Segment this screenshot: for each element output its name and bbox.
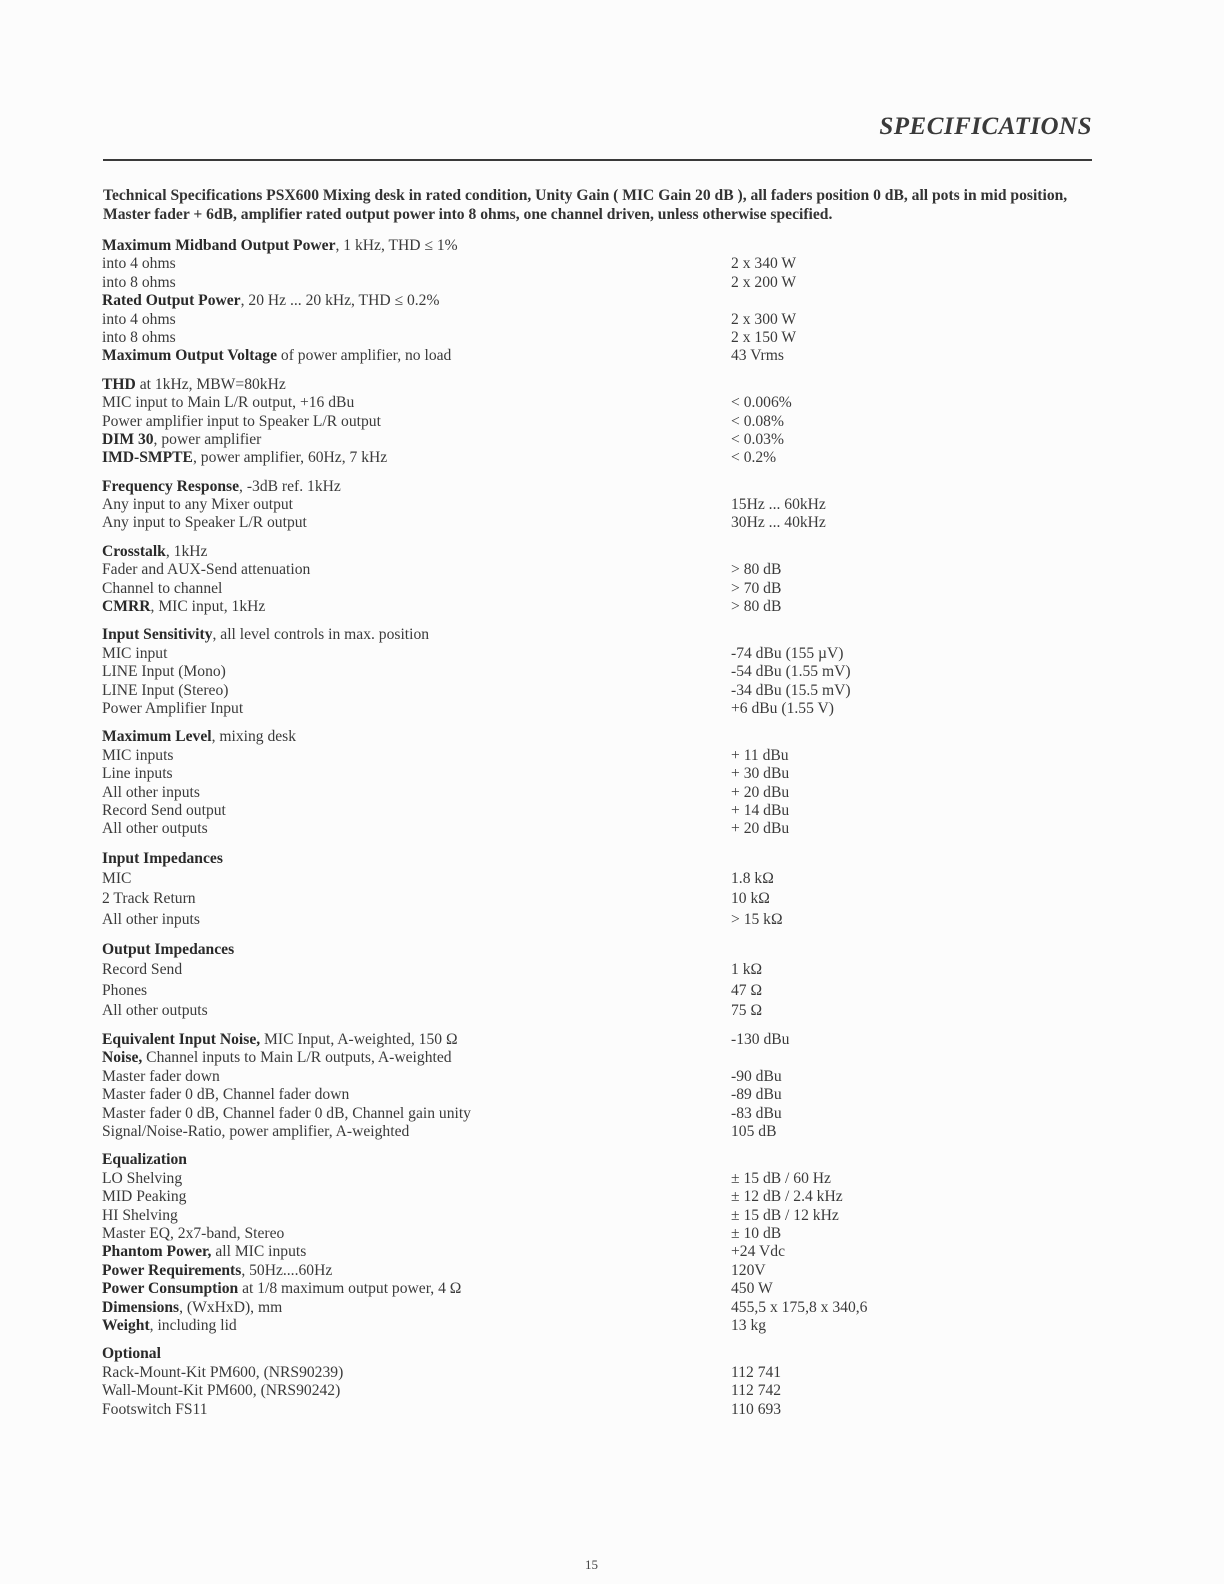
- spec-value: +6 dBu (1.55 V): [731, 699, 834, 717]
- spec-label-bold: Dimensions: [102, 1298, 180, 1316]
- spec-label: [102, 1317, 237, 1335]
- spec-label-text: Any input to any Mixer output: [102, 496, 294, 514]
- spec-label-text: Record Send output: [102, 801, 226, 819]
- spec-row: [102, 1123, 982, 1141]
- page-title: SPECIFICATIONS: [879, 113, 1092, 140]
- spec-value: 2 x 200 W: [731, 273, 797, 291]
- page-number: 15: [585, 1557, 598, 1572]
- spec-row: [102, 255, 982, 273]
- spec-label: [102, 580, 222, 598]
- spec-label: [102, 849, 223, 869]
- spec-label-text: MIC: [102, 870, 132, 888]
- spec-label: [102, 496, 293, 514]
- spec-row: [102, 431, 982, 449]
- spec-value: 15Hz ... 60kHz: [731, 496, 826, 514]
- spec-label: [102, 292, 439, 310]
- spec-row: [102, 889, 982, 909]
- spec-row: [102, 626, 982, 644]
- spec-row: [102, 1068, 982, 1086]
- spec-label-text: Power amplifier input to Speaker L/R output: [102, 412, 381, 430]
- spec-section: [102, 1031, 982, 1141]
- spec-row: [102, 292, 982, 310]
- spec-label: [102, 1151, 187, 1169]
- spec-row: [102, 1031, 982, 1049]
- spec-label-text: into 4 ohms: [102, 255, 176, 273]
- spec-row: [102, 376, 982, 394]
- spec-row: [102, 802, 982, 820]
- spec-label-text: , -3dB ref. 1kHz: [239, 477, 341, 495]
- spec-label-bold: DIM 30: [102, 430, 154, 448]
- spec-label-text: MIC input: [102, 644, 168, 662]
- spec-label: [102, 1049, 452, 1067]
- spec-label-text: Record Send: [102, 961, 183, 979]
- spec-label-text: HI Shelving: [102, 1206, 178, 1224]
- spec-label: [102, 645, 167, 663]
- spec-label-text: , all level controls in max. position: [212, 626, 430, 644]
- spec-label: [102, 347, 451, 365]
- spec-label: [102, 394, 354, 412]
- spec-label: [102, 910, 200, 930]
- spec-row: [102, 347, 982, 365]
- spec-label-text: 2 Track Return: [102, 890, 196, 908]
- spec-section: [102, 1345, 982, 1419]
- spec-row: [102, 1382, 982, 1400]
- spec-row: [102, 1188, 982, 1206]
- spec-label-text: MIC Input, A-weighted, 150 Ω: [260, 1031, 458, 1049]
- spec-label-bold: Input Impedances: [102, 849, 223, 867]
- spec-label-text: Channel inputs to Main L/R outputs, A-weighted: [142, 1049, 452, 1067]
- spec-label-text: LINE Input (Mono): [102, 663, 226, 681]
- spec-label: [102, 1068, 220, 1086]
- spec-row: [102, 1345, 982, 1363]
- spec-label-text: Master fader down: [102, 1067, 220, 1085]
- spec-label: [102, 869, 131, 889]
- spec-value: > 80 dB: [731, 561, 782, 579]
- spec-label-bold: Equivalent Input Noise,: [102, 1031, 261, 1049]
- spec-label-text: Footswitch FS11: [102, 1400, 208, 1418]
- spec-row: [102, 1401, 982, 1419]
- spec-label-bold: IMD-SMPTE: [102, 449, 193, 467]
- spec-value: > 70 dB: [731, 579, 782, 597]
- spec-row: [102, 1001, 982, 1021]
- spec-label-bold: CMRR: [102, 598, 151, 616]
- spec-label: [102, 1280, 461, 1298]
- spec-label: [102, 1401, 208, 1419]
- spec-row: [102, 1105, 982, 1123]
- spec-value: < 0.006%: [731, 394, 792, 412]
- spec-label: [102, 431, 261, 449]
- spec-label: [102, 784, 200, 802]
- spec-label: [102, 514, 307, 532]
- spec-row: [102, 237, 982, 255]
- spec-value: 10 kΩ: [731, 890, 770, 908]
- spec-value: ± 12 dB / 2.4 kHz: [731, 1188, 843, 1206]
- spec-label-bold: Phantom Power,: [102, 1243, 212, 1261]
- spec-row: [102, 728, 982, 746]
- spec-value: 112 741: [731, 1363, 782, 1381]
- spec-row: [102, 543, 982, 561]
- spec-label-text: , 20 Hz ... 20 kHz, THD ≤ 0.2%: [240, 292, 440, 310]
- spec-label: [102, 1364, 343, 1382]
- spec-label-text: , including lid: [149, 1316, 237, 1334]
- spec-label: [102, 376, 286, 394]
- spec-label-bold: Power Consumption: [102, 1280, 239, 1298]
- spec-row: [102, 645, 982, 663]
- spec-label: [102, 1299, 282, 1317]
- spec-value: 450 W: [731, 1280, 773, 1298]
- spec-value: + 11 dBu: [731, 746, 789, 764]
- spec-value: 110 693: [731, 1400, 782, 1418]
- spec-label: [102, 1001, 208, 1021]
- spec-row: [102, 413, 982, 431]
- spec-label-bold: Optional: [102, 1345, 161, 1363]
- spec-row: [102, 784, 982, 802]
- spec-value: +24 Vdc: [731, 1243, 785, 1261]
- spec-row: [102, 940, 982, 960]
- spec-row: [102, 496, 982, 514]
- spec-section: [102, 543, 982, 617]
- spec-label-bold: Maximum Output Voltage: [102, 347, 278, 365]
- spec-label-text: of power amplifier, no load: [277, 347, 452, 365]
- spec-value: -74 dBu (155 µV): [731, 644, 844, 662]
- spec-label: [102, 1031, 458, 1049]
- spec-label: [102, 1123, 409, 1141]
- spec-row: [102, 1317, 982, 1335]
- spec-value: ± 15 dB / 12 kHz: [731, 1206, 839, 1224]
- spec-row: [102, 1207, 982, 1225]
- spec-label: [102, 1262, 332, 1280]
- spec-row: [102, 1151, 982, 1169]
- spec-row: [102, 449, 982, 467]
- spec-row: [102, 311, 982, 329]
- spec-value: ± 15 dB / 60 Hz: [731, 1169, 831, 1187]
- spec-label-text: , power amplifier: [153, 430, 262, 448]
- spec-label-text: All other inputs: [102, 910, 200, 928]
- spec-section: [102, 1151, 982, 1335]
- spec-label-bold: Output Impedances: [102, 940, 235, 958]
- spec-list: [102, 237, 982, 1429]
- spec-label-text: LINE Input (Stereo): [102, 681, 229, 699]
- spec-row: [102, 478, 982, 496]
- spec-label-text: MIC inputs: [102, 746, 174, 764]
- spec-label: [102, 820, 208, 838]
- spec-row: [102, 849, 982, 869]
- spec-label: [102, 1207, 178, 1225]
- spec-value: 47 Ω: [731, 981, 763, 999]
- spec-row: [102, 820, 982, 838]
- spec-label-text: LO Shelving: [102, 1169, 183, 1187]
- spec-value: < 0.2%: [731, 449, 777, 467]
- spec-value: 112 742: [731, 1382, 782, 1400]
- spec-value: + 14 dBu: [731, 801, 790, 819]
- spec-label: [102, 561, 310, 579]
- spec-label: [102, 960, 182, 980]
- spec-row: [102, 561, 982, 579]
- spec-label: [102, 889, 196, 909]
- spec-value: < 0.03%: [731, 430, 784, 448]
- spec-label-text: , 1 kHz, THD ≤ 1%: [335, 237, 458, 254]
- spec-value: 1 kΩ: [731, 961, 763, 979]
- spec-label: [102, 274, 176, 292]
- spec-section: [102, 940, 982, 1021]
- spec-label: [102, 543, 207, 561]
- spec-value: 43 Vrms: [731, 347, 784, 365]
- spec-label-text: Master EQ, 2x7-band, Stereo: [102, 1225, 285, 1242]
- spec-label-text: at 1/8 maximum output power, 4 Ω: [238, 1280, 462, 1298]
- spec-value: < 0.08%: [731, 412, 784, 430]
- spec-label: [102, 981, 147, 1001]
- spec-row: [102, 394, 982, 412]
- header-rule: [103, 159, 1092, 161]
- spec-value: ± 10 dB: [731, 1225, 782, 1242]
- spec-label: [102, 311, 176, 329]
- spec-value: -34 dBu (15.5 mV): [731, 681, 851, 699]
- spec-label-bold: Rated Output Power: [102, 292, 241, 310]
- spec-value: 2 x 340 W: [731, 255, 797, 273]
- spec-label: [102, 1225, 284, 1243]
- spec-row: [102, 1225, 982, 1243]
- spec-label-text: , (WxHxD), mm: [179, 1298, 283, 1316]
- spec-label: [102, 663, 226, 681]
- spec-label-text: Master fader 0 dB, Channel fader 0 dB, Channel gain unity: [102, 1104, 471, 1122]
- spec-row: [102, 747, 982, 765]
- spec-row: [102, 1049, 982, 1067]
- spec-value: 120V: [731, 1261, 766, 1279]
- spec-label-text: Signal/Noise-Ratio, power amplifier, A-weighted: [102, 1123, 410, 1141]
- spec-label: [102, 1170, 182, 1188]
- spec-row: [102, 1086, 982, 1104]
- spec-label-text: , 50Hz....60Hz: [241, 1261, 333, 1279]
- spec-row: [102, 663, 982, 681]
- spec-label-bold: Noise,: [102, 1049, 143, 1067]
- spec-label: [102, 626, 429, 644]
- spec-label-text: at 1kHz, MBW=80kHz: [135, 375, 286, 393]
- spec-label-text: , mixing desk: [211, 728, 297, 746]
- spec-value: > 15 kΩ: [731, 910, 783, 928]
- spec-label: [102, 1345, 161, 1363]
- spec-label-bold: Weight: [102, 1316, 150, 1334]
- spec-label-bold: Power Requirements: [102, 1261, 242, 1279]
- spec-label-text: Any input to Speaker L/R output: [102, 514, 307, 532]
- spec-row: [102, 1299, 982, 1317]
- spec-value: -90 dBu: [731, 1067, 782, 1085]
- spec-label-text: , MIC input, 1kHz: [150, 598, 266, 616]
- spec-label: [102, 449, 387, 467]
- spec-value: -130 dBu: [731, 1031, 790, 1049]
- spec-section: [102, 626, 982, 718]
- spec-value: 1.8 kΩ: [731, 870, 774, 888]
- spec-value: + 20 dBu: [731, 820, 790, 838]
- spec-row: [102, 910, 982, 930]
- spec-label-text: All other inputs: [102, 783, 200, 801]
- spec-value: 2 x 300 W: [731, 310, 797, 328]
- spec-label: [102, 478, 341, 496]
- spec-label-bold: Input Sensitivity: [102, 626, 213, 644]
- spec-label-text: Line inputs: [102, 765, 173, 783]
- spec-section: [102, 728, 982, 838]
- spec-value: -89 dBu: [731, 1086, 782, 1104]
- spec-row: [102, 960, 982, 980]
- spec-label-text: Wall-Mount-Kit PM600, (NRS90242): [102, 1382, 341, 1400]
- spec-section: [102, 849, 982, 930]
- spec-label-text: Master fader 0 dB, Channel fader down: [102, 1086, 350, 1104]
- spec-label: [102, 747, 173, 765]
- spec-label: [102, 765, 173, 783]
- spec-label: [102, 255, 176, 273]
- spec-label-text: Fader and AUX-Send attenuation: [102, 561, 311, 579]
- spec-label-text: Rack-Mount-Kit PM600, (NRS90239): [102, 1363, 344, 1381]
- spec-label-text: into 4 ohms: [102, 310, 176, 328]
- spec-label-bold: THD: [102, 375, 136, 393]
- spec-row: [102, 1170, 982, 1188]
- spec-label-bold: Crosstalk: [102, 542, 166, 560]
- spec-value: 30Hz ... 40kHz: [731, 514, 826, 532]
- spec-value: 75 Ω: [731, 1001, 763, 1019]
- spec-section: [102, 237, 982, 366]
- spec-row: [102, 1262, 982, 1280]
- spec-value: + 20 dBu: [731, 783, 790, 801]
- spec-label: [102, 329, 176, 347]
- spec-label-text: into 8 ohms: [102, 328, 176, 346]
- spec-value: 2 x 150 W: [731, 328, 797, 346]
- spec-label: [102, 237, 458, 255]
- spec-label-text: Channel to channel: [102, 579, 223, 597]
- spec-label-bold: Equalization: [102, 1151, 187, 1169]
- spec-row: [102, 869, 982, 889]
- spec-label: [102, 728, 296, 746]
- spec-label-text: , power amplifier, 60Hz, 7 kHz: [192, 449, 388, 467]
- spec-row: [102, 1243, 982, 1261]
- spec-row: [102, 981, 982, 1001]
- spec-section: [102, 376, 982, 468]
- spec-row: [102, 580, 982, 598]
- spec-label: [102, 1243, 306, 1261]
- spec-value: -83 dBu: [731, 1104, 782, 1122]
- spec-value: > 80 dB: [731, 598, 782, 616]
- spec-row: [102, 329, 982, 347]
- spec-label-text: Phones: [102, 981, 148, 999]
- spec-label-bold: Maximum Midband Output Power: [102, 237, 336, 254]
- spec-label: [102, 700, 243, 718]
- spec-value: + 30 dBu: [731, 765, 790, 783]
- spec-label: [102, 802, 226, 820]
- spec-label: [102, 413, 381, 431]
- spec-label: [102, 1105, 471, 1123]
- spec-label-text: MIC input to Main L/R output, +16 dBu: [102, 394, 355, 412]
- spec-label-text: Power Amplifier Input: [102, 699, 244, 717]
- spec-label: [102, 1086, 349, 1104]
- spec-section: [102, 478, 982, 533]
- spec-label-bold: Maximum Level: [102, 728, 212, 746]
- spec-value: -54 dBu (1.55 mV): [731, 663, 851, 681]
- spec-label: [102, 940, 234, 960]
- spec-label: [102, 1382, 340, 1400]
- spec-label-text: MID Peaking: [102, 1188, 187, 1206]
- spec-label: [102, 598, 265, 616]
- spec-label-bold: Frequency Response: [102, 477, 240, 495]
- spec-row: [102, 682, 982, 700]
- spec-label-text: , 1kHz: [165, 542, 208, 560]
- spec-row: [102, 274, 982, 292]
- spec-value: 13 kg: [731, 1316, 767, 1334]
- spec-label-text: All other outputs: [102, 1001, 208, 1019]
- spec-label: [102, 682, 228, 700]
- spec-label: [102, 1188, 186, 1206]
- spec-label-text: All other outputs: [102, 820, 208, 838]
- spec-row: [102, 1364, 982, 1382]
- spec-value: 455,5 x 175,8 x 340,6: [731, 1298, 868, 1316]
- spec-value: 105 dB: [731, 1123, 777, 1141]
- spec-label-text: into 8 ohms: [102, 273, 176, 291]
- spec-label-text: all MIC inputs: [211, 1243, 307, 1261]
- spec-row: [102, 765, 982, 783]
- intro-paragraph: Technical Specifications PSX600 Mixing desk in rated condition, Unity Gain ( MIC Gain 20 dB ), all faders position 0 dB, all pots in mid position, Master fader + 6dB, amplifier rated output power into 8 ohms, one channel driven, unless otherwise specified.: [103, 187, 1068, 223]
- spec-row: [102, 700, 982, 718]
- spec-row: [102, 598, 982, 616]
- spec-row: [102, 1280, 982, 1298]
- spec-row: [102, 514, 982, 532]
